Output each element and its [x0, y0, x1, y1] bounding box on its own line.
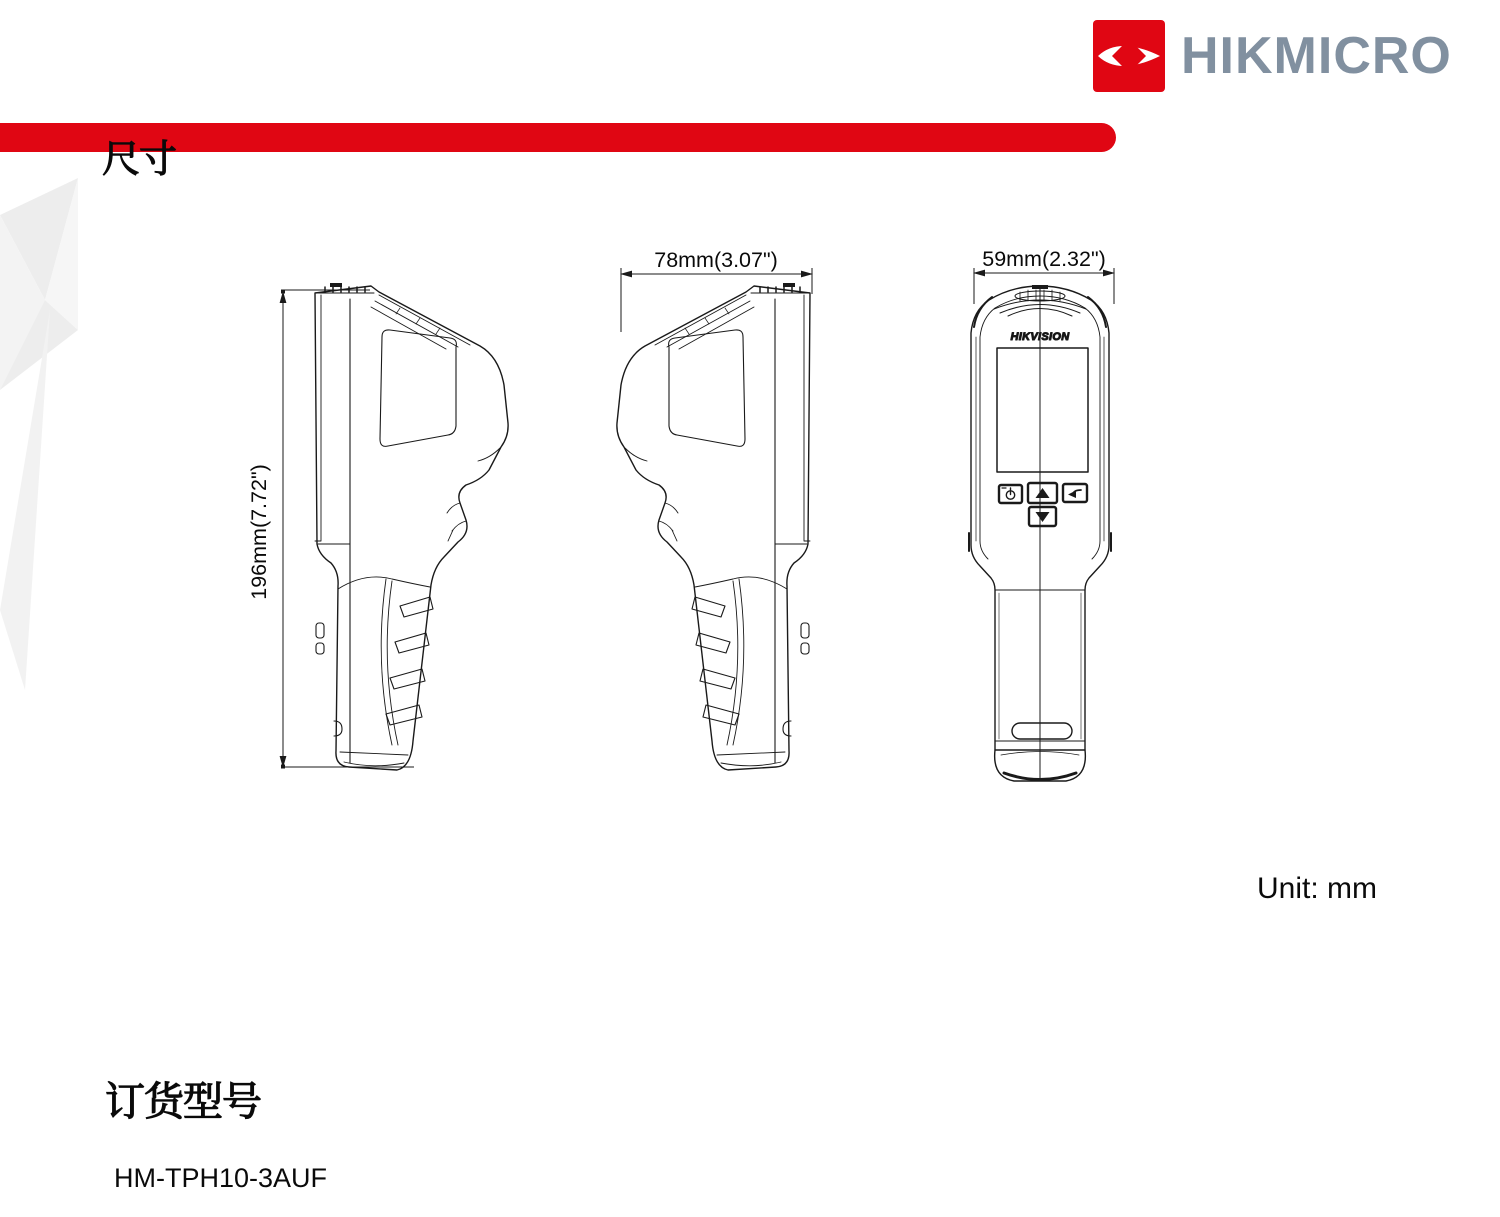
watermark-graphic [0, 178, 78, 690]
height-dimension-label: 196mm(7.72") [247, 464, 271, 600]
depth-dimension-label: 78mm(3.07") [654, 248, 778, 272]
width-dimension-label: 59mm(2.32") [982, 247, 1106, 271]
device-side-view-right [315, 283, 508, 770]
unit-note: Unit: mm [1257, 872, 1377, 905]
order-model-section-title: 订货型号 [105, 1080, 261, 1124]
brand-name: HIKMICRO [1181, 27, 1452, 85]
device-side-view-left [617, 283, 810, 770]
dimensions-section-title: 尺寸 [102, 139, 177, 181]
device-front-view [969, 285, 1111, 781]
device-brand-label: HIKVISION [1010, 331, 1070, 343]
order-model-number: HM-TPH10-3AUF [114, 1163, 328, 1193]
